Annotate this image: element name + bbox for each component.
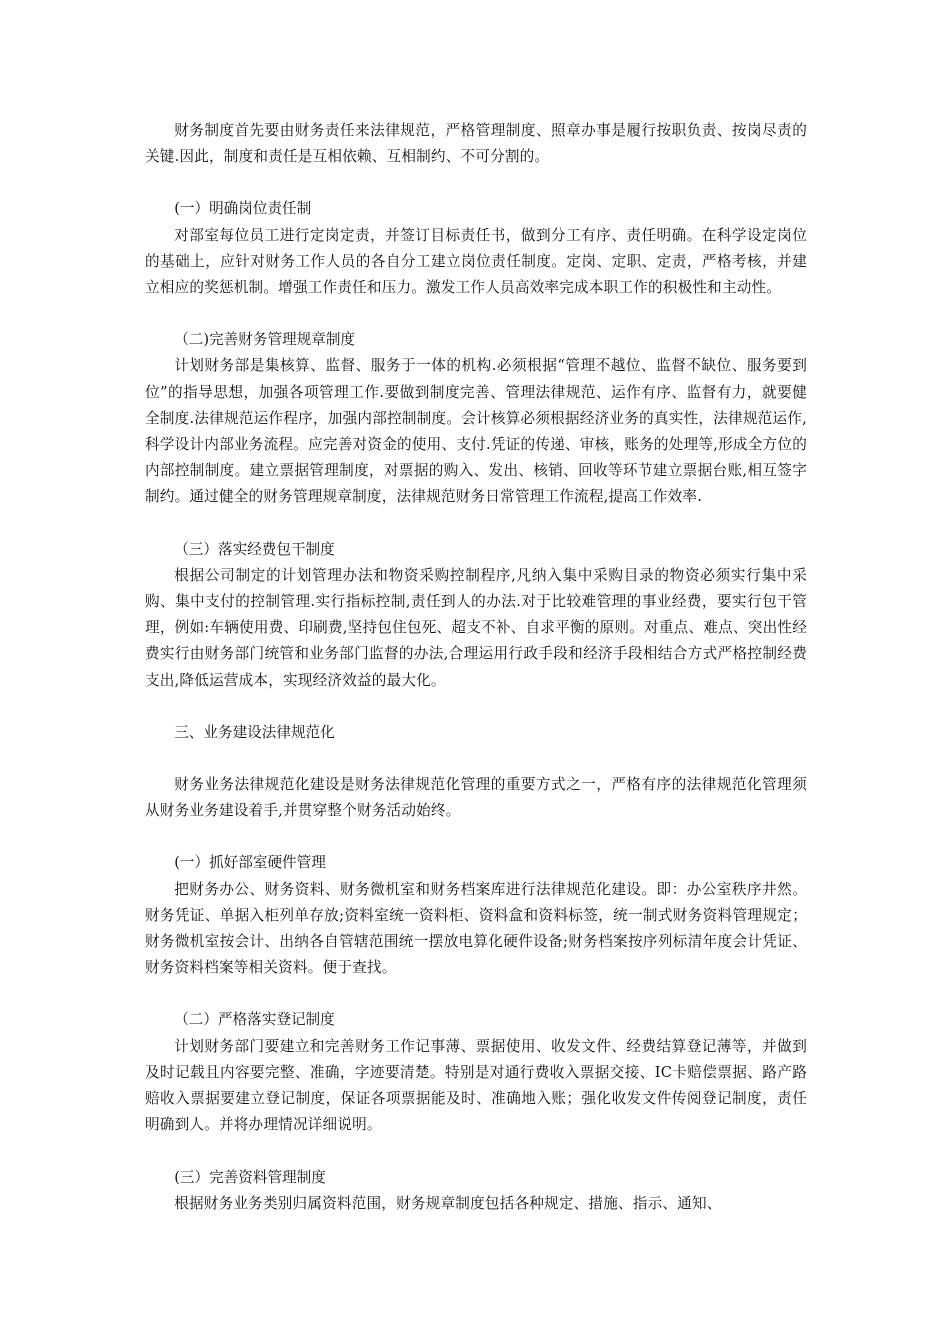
paragraph-funding-contract: 根据公司制定的计划管理办法和物资采购控制程序,凡纳入集中采购目录的物资必须实行集中采购、集中支付的控制管理.实行指标控制,责任到人的办法.对于比较难管理的事业经费，要实行包干管理，例如:车辆使用费、印刷费,坚持包住包死、超支不补、自求平衡的原则。对重点、难点、突出性经费实行由财务部门统管和业务部门监督的办法,合理运用行政手段和经济手段相结合方式严格控制经费支出,降低运营成本，实现经济效益的最大化。 <box>145 566 807 689</box>
paragraph-financial-rules: 计划财务部是集核算、监督、服务于一体的机构.必须根据“管理不越位、监督不缺位、服务要到位”的指导思想，加强各项管理工作.要做到制度完善、管理法律规范、运作有序、监督有力，就要健全制度.法律规范运作程序，加强内部控制制度。会计核算必须根据经济业务的真实性，法律规范运作,科学设计内部业务流程。应完善对资金的使用、支付.凭证的传递、审核，账务的处理等,形成全方位的内部控制制度。建立票据管理制度，对票据的购入、发出、核销、回收等环节建立票据台账,相互签字制约。通过健全的财务管理规章制度，法律规范财务日常管理工作流程,提高工作效率. <box>145 357 807 506</box>
paragraph-hardware-management: 把财务办公、财务资料、财务微机室和财务档案库进行法律规范化建设。即：办公室秩序井然。财务凭证、单据入柜列单存放;资料室统一资料柜、资料盒和资料标签，统一制式财务资料管理规定；财务微机室按会计、出纳各自管辖范围统一摆放电算化硬件设备;财务档案按序列标清年度会计凭证、财务资料档案等相关资料。便于查找。 <box>145 880 807 977</box>
section-heading-business-construction: 三、业务建设法律规范化 <box>174 723 335 741</box>
heading-financial-rules: （二)完善财务管理规章制度 <box>174 331 356 349</box>
heading-funding-contract: （三）落实经费包干制度 <box>174 540 335 558</box>
heading-post-responsibility: (一）明确岗位责任制 <box>174 200 312 218</box>
heading-hardware-management: (一）抓好部室硬件管理 <box>174 854 326 872</box>
paragraph-business-construction: 财务业务法律规范化建设是财务法律规范化管理的重要方式之一，严格有序的法律规范化管理须从财务业务建设着手,并贯穿整个财务活动始终。 <box>145 776 807 820</box>
paragraph-intro: 财务制度首先要由财务责任来法律规范，严格管理制度、照章办事是履行按职负责、按岗尽责的关键.因此，制度和责任是互相依赖、互相制约、不可分割的。 <box>145 122 807 166</box>
heading-registration-system: （二）严格落实登记制度 <box>174 1011 335 1029</box>
document-page <box>145 118 807 1217</box>
paragraph-records-management: 根据财务业务类别归属资料范围，财务规章制度包括各种规定、措施、指示、通知、 <box>174 1194 722 1212</box>
heading-records-management: (三）完善资料管理制度 <box>174 1168 326 1186</box>
paragraph-post-responsibility: 对部室每位员工进行定岗定责，并签订目标责任书，做到分工有序、责任明确。在科学设定岗位的基础上，应针对财务工作人员的各自分工建立岗位责任制度。定岗、定职、定责，严格考核，并建立相应的奖惩机制。增强工作责任和压力。激发工作人员高效率完成本职工作的积极性和主动性。 <box>145 226 807 297</box>
paragraph-registration-system: 计划财务部门要建立和完善财务工作记事薄、票据使用、收发文件、经费结算登记薄等，并做到及时记载且内容要完整、准确，字迹要清楚。特别是对通行费收入票据交接、IC卡赔偿票据、路产路赔收入票据要建立登记制度，保证各项票据能及时、准确地入账；强化收发文件传阅登记制度，责任明确到人。并将办理情况详细说明。 <box>145 1037 807 1134</box>
